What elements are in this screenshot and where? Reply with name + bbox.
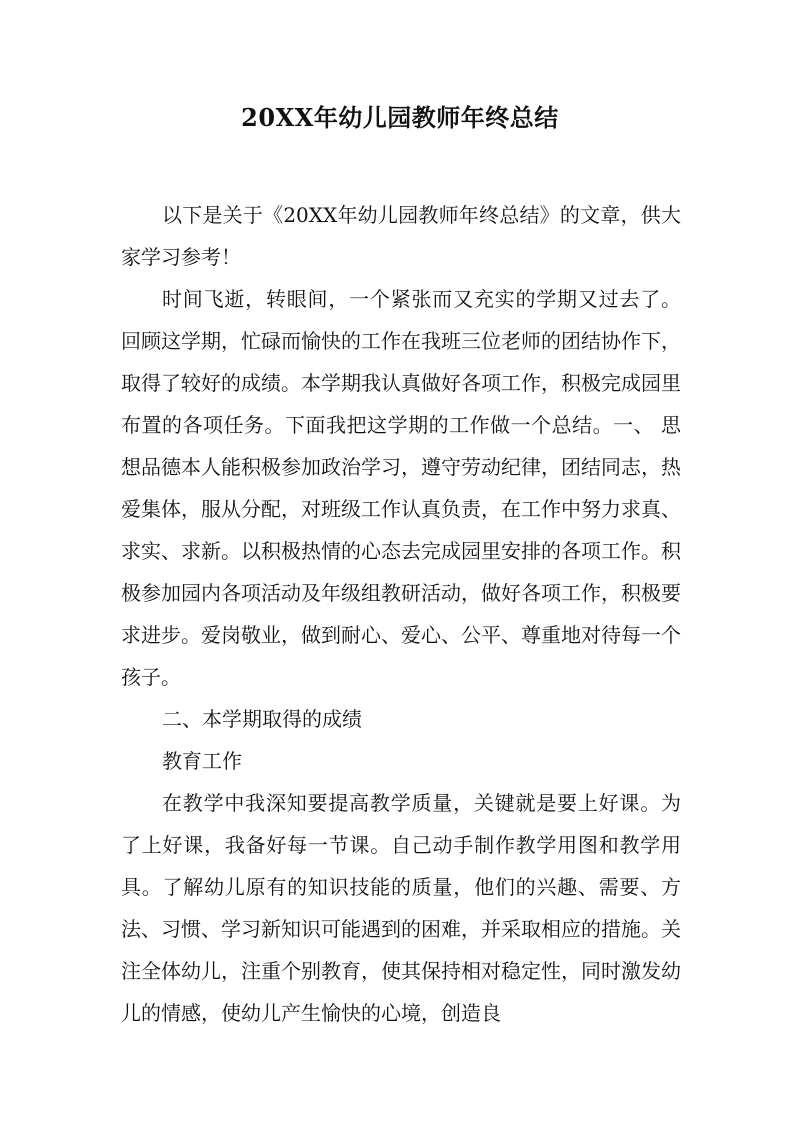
subsection-heading-education: 教育工作 <box>162 749 242 773</box>
paragraph-summary: 时间飞逝，转眼间，一个紧张而又充实的学期又过去了。回顾这学期，忙碌而愉快的工作在我班三位老师的团结协作下，取得了较好的成绩。本学期我认真做好各项工作，积极完成园里布置的各项任务。下面我把这学期的工作做一个总结。一、 思想品德本人能积极参加政治学习，遵守劳动纪律，团结同志，热爱集体，服从分配，对班级工作认真负责，在工作中努力求真、求实、求新。以积极热情的心态去完成园里安排的各项工作。积极参加园内各项活动及年级组教研活动，做好各项工作，积极要求进步。爱岗敬业，做到耐心、爱心、公平、尊重地对待每一个孩子。 <box>121 287 681 689</box>
paragraph-intro: 以下是关于《20XX年幼儿园教师年终总结》的文章，供大家学习参考！ <box>121 203 681 269</box>
section-heading-achievements: 二、本学期取得的成绩 <box>162 707 362 731</box>
document-title: 20XX年幼儿园教师年终总结 <box>241 103 559 132</box>
document-body <box>121 194 681 1034</box>
paragraph-teaching: 在教学中我深知要提高教学质量，关键就是要上好课。为了上好课，我备好每一节课。自己动手制作教学用图和教学用具。了解幼儿原有的知识技能的质量，他们的兴趣、需要、方法、习惯、学习新知识可能遇到的困难，并采取相应的措施。关注全体幼儿，注重个别教育，使其保持相对稳定性，同时激发幼儿的情感，使幼儿产生愉快的心境，创造良 <box>121 791 681 1025</box>
